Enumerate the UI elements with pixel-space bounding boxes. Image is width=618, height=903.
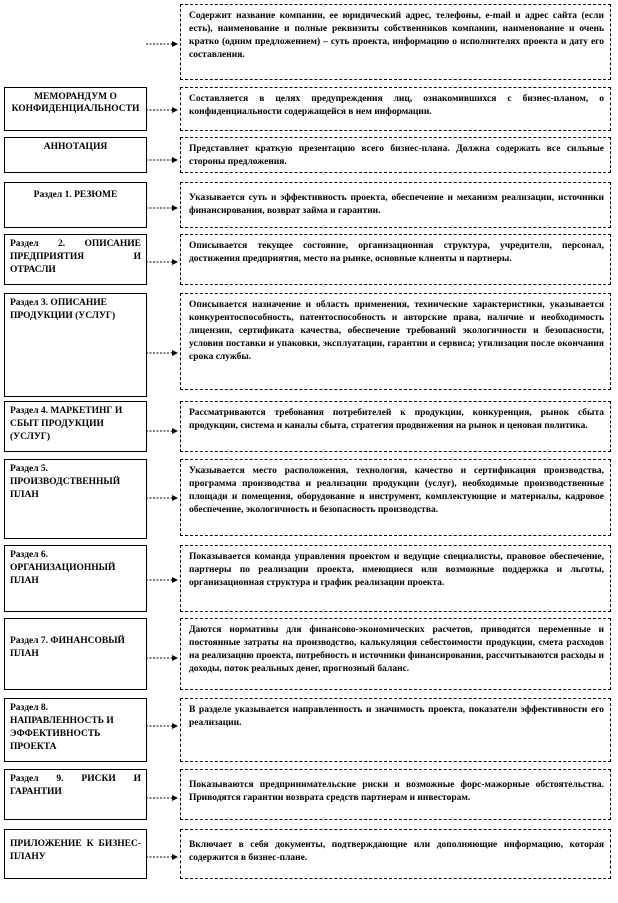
section-5-label: Раздел 5. ПРОИЗВОДСТВЕННЫЙ ПЛАН — [4, 459, 147, 539]
section-5-description: Указывается место расположения, технология, качество и сертификация производства, программа производства и реализации продукции (услуг), необходимые производственные площади и помещения, оборудование и инструмент, комплектующие и материалы, кадровое обеспечение, экологичность и безопасность производства. — [180, 459, 611, 536]
arrow-right-icon — [146, 853, 178, 854]
arrow-right-icon — [146, 204, 178, 205]
appendix-label: ПРИЛОЖЕНИЕ К БИЗНЕС-ПЛАНУ — [4, 829, 147, 879]
appendix-description: Включает в себя документы, подтверждающие или дополняющие информацию, которая содержится в бизнес-плане. — [180, 829, 611, 879]
arrow-right-icon — [146, 106, 178, 107]
annotation-label: АННОТАЦИЯ — [4, 137, 147, 173]
arrow-right-icon — [146, 427, 178, 428]
section-4-label: Раздел 4. МАРКЕТИНГ И СБЫТ ПРОДУКЦИИ (УСЛУГ) — [4, 401, 147, 452]
section-9-description: Показываются предпринимательские риски и возможные форс-мажорные обстоятельства. Приводятся гарантии возврата средств партнерам и инвесторам. — [180, 769, 611, 820]
section-2-label: Раздел 2. ОПИСАНИЕ ПРЕДПРИЯТИЯ И ОТРАСЛИ — [4, 234, 147, 285]
arrow-right-icon — [146, 654, 178, 655]
arrow-right-icon — [146, 258, 178, 259]
section-9-label: Раздел 9. РИСКИ И ГАРАНТИИ — [4, 769, 147, 820]
arrow-right-icon — [146, 156, 178, 157]
section-1-label: Раздел 1. РЕЗЮМЕ — [4, 182, 147, 228]
section-3-label: Раздел 3. ОПИСАНИЕ ПРОДУКЦИИ (УСЛУГ) — [4, 293, 147, 397]
section-3-description: Описывается назначение и область применения, технические характеристики, указывается конкурентоспособность, патентоспособность и авторские права, наличие и необходимость лицензии, сертификата качества, обеспечение требований экологичности и безопасности, условия поставки и упаковки, эксплуатации, гарантии и сервиса; утилизация после окончания срока службы. — [180, 293, 611, 390]
section-8-description: В разделе указывается направленность и значимость проекта, показатели эффективности его реализации. — [180, 698, 611, 762]
title-page-description: Содержит название компании, ее юридический адрес, телефоны, e-mail и адрес сайта (если есть), наименование и полные реквизиты собственников компании, наименование и очень кратко (одним предложением) – суть проекта, информацию о исполнителях проекта и дату его составления. — [180, 4, 611, 80]
section-6-description: Показывается команда управления проектом и ведущие специалисты, правовое обеспечение, партнеры по реализации проекта, имеющиеся или возможные поддержка и льготы, организационная структура и график реализации проекта. — [180, 545, 611, 612]
arrow-right-icon — [146, 794, 178, 795]
arrow-right-icon — [146, 349, 178, 350]
section-4-description: Рассматриваются требования потребителей к продукции, конкуренция, рынок сбыта продукции, система и каналы сбыта, стратегия продвижения на рынок и ценовая политика. — [180, 401, 611, 452]
section-2-description: Описывается текущее состояние, организационная структура, учредители, персонал, достижения предприятия, место на рынке, основные клиенты и партнеры. — [180, 234, 611, 285]
section-7-label: Раздел 7. ФИНАНСОВЫЙ ПЛАН — [4, 618, 147, 690]
arrow-right-icon — [146, 576, 178, 577]
arrow-right-icon — [146, 494, 178, 495]
memorandum-description: Составляется в целях предупреждения лиц, ознакомившихся с бизнес-планом, о конфиденциальности содержащейся в нем информации. — [180, 87, 611, 131]
arrow-right-icon — [146, 722, 178, 723]
section-6-label: Раздел 6. ОРГАНИЗАЦИОННЫЙ ПЛАН — [4, 545, 147, 612]
section-1-description: Указывается суть и эффективность проекта, обеспечение и механизм реализации, источники финансирования, возврат займа и гарантии. — [180, 182, 611, 228]
arrow-right-icon — [146, 40, 178, 41]
annotation-description: Представляет краткую презентацию всего бизнес-плана. Должна содержать все сильные стороны предложения. — [180, 137, 611, 173]
section-8-label: Раздел 8. НАПРАВЛЕННОСТЬ И ЭФФЕКТИВНОСТЬ ПРОЕКТА — [4, 698, 147, 762]
section-7-description: Даются нормативы для финансово-экономических расчетов, приводятся переменные и постоянные затраты на производство, калькуляция себестоимости продукции, смета расходов на реализацию проекта, потребность и источники финансирования, рассчитываются расходы и доходы, поток реальных денег, прогнозный баланс. — [180, 618, 611, 690]
memorandum-label: МЕМОРАНДУМ О КОНФИДЕНЦИАЛЬНОСТИ — [4, 87, 147, 131]
